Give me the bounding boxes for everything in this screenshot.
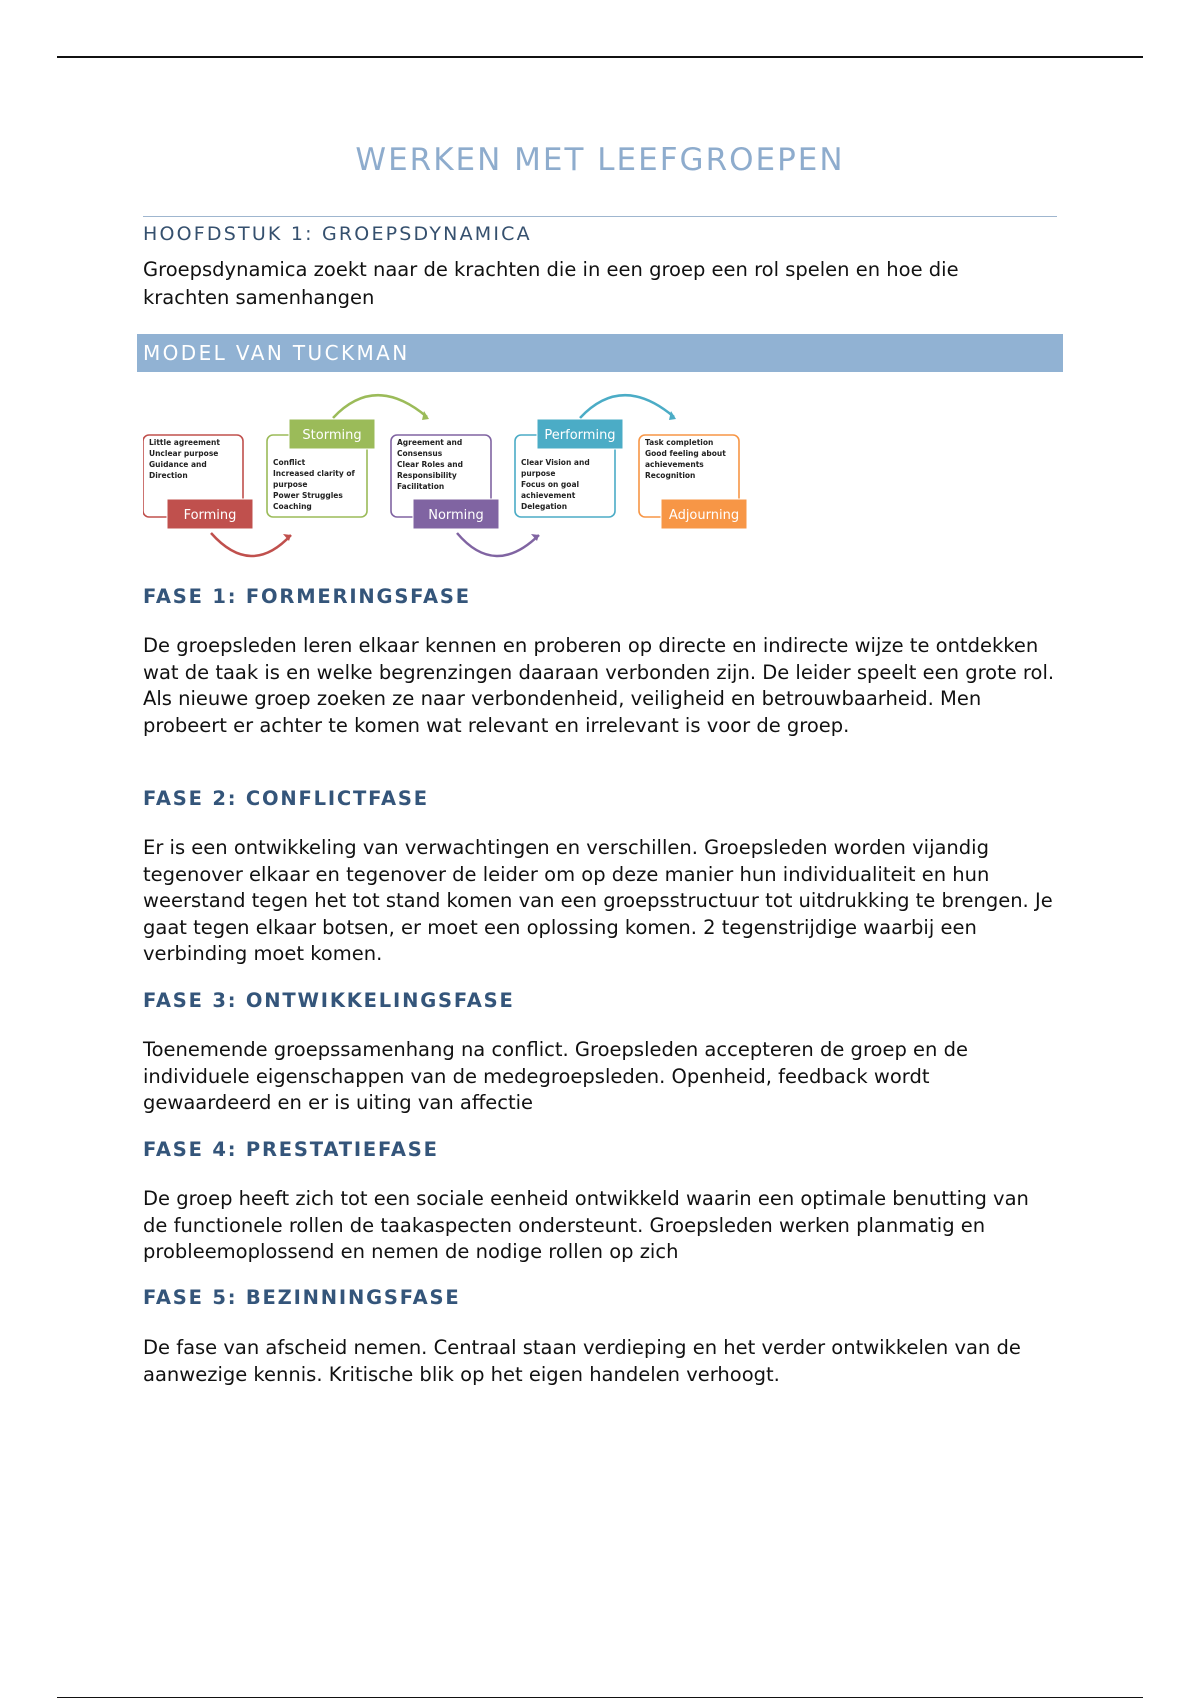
stage-bullet: Good feeling about [645,449,726,458]
stage-bullet: Consensus [397,449,443,458]
stage-bullet: Responsibility [397,471,457,480]
stage-storming [267,419,375,517]
stage-label: Adjourning [668,508,740,523]
phase-3-text: Toenemende groepssamenhang na conflict. Groepsleden accepteren de groep en de individuele eigenschappen van de medegroepsleden. Openheid, feedback wordt gewaardeerd en er is uiting van affectie [143,1038,968,1115]
stage-bullet: achievement [521,491,576,500]
chapter-heading: HOOFDSTUK 1: GROEPSDYNAMICA [143,223,532,245]
phase-1-text: De groepsleden leren elkaar kennen en proberen op directe en indirecte wijze te ontdekken wat de taak is en welke begrenzingen daaraan verbonden zijn. De leider speelt een grote rol. Als nieuwe groep zoeken ze naar verbondenheid, veiligheid en betrouwbaarheid. Men probeert er achter te komen wat relevant en irrelevant is voor de groep. [143,634,1055,737]
arc-storming-norming [333,395,427,418]
stage-bullet: Clear Roles and [397,460,463,469]
stage-bullet: Focus on goal [521,480,580,489]
stage-bullet: Increased clarity of [273,469,355,478]
phase-4-heading: FASE 4: PRESTATIEFASE [143,1138,439,1161]
section-heading: MODEL VAN TUCKMAN [143,341,410,365]
stage-bullet: achievements [645,460,704,469]
phase-2-heading: FASE 2: CONFLICTFASE [143,787,429,810]
stage-bullet: purpose [521,469,556,478]
stage-bullet: Agreement and [397,438,463,447]
stage-label: Norming [428,508,484,523]
arc-forming-storming [211,533,291,556]
stage-adjourning [639,435,747,529]
stage-bullet: Facilitation [397,482,445,491]
stage-bullet: purpose [273,480,308,489]
stage-norming [391,435,499,529]
title-underline [143,216,1057,217]
phase-5-text: De fase van afscheid nemen. Centraal staan verdieping en het verder ontwikkelen van de aanwezige kennis. Kritische blik op het eigen handelen verhoogt. [143,1336,1021,1386]
stage-label: Forming [183,508,237,523]
stage-bullet: Conflict [273,458,306,467]
phase-1-heading: FASE 1: FORMERINGSFASE [143,585,471,608]
stage-bullet: Little agreement [149,438,220,447]
stage-forming [143,435,253,529]
document-title: WERKEN MET LEEFGROEPEN [355,142,845,178]
tuckman-model-diagram [143,383,763,563]
stage-bullet: Task completion [645,438,714,447]
stage-performing [515,419,623,517]
phase-3-heading: FASE 3: ONTWIKKELINGSFASE [143,989,515,1012]
stage-bullet: Delegation [521,502,568,511]
intro-paragraph: Groepsdynamica zoekt naar de krachten die in een groep een rol spelen en hoe die krachten samenhangen [143,258,959,309]
stage-label: Storming [302,428,362,443]
phase-2-text: Er is een ontwikkeling van verwachtingen en verschillen. Groepsleden worden vijandig tegenover elkaar en tegenover de leider om op deze manier hun individualiteit en hun weerstand tegen het tot stand komen van een groepsstructuur tot uitdrukking te brengen. Je gaat tegen elkaar botsen, er moet een oplossing komen. 2 tegenstrijdige waarbij een verbinding moet komen. [143,836,1053,966]
arc-norming-performing [457,533,539,556]
page-bottom-rule [57,1697,1143,1698]
page-top-rule [57,56,1143,58]
stage-bullet: Direction [149,471,188,480]
phase-5-heading: FASE 5: BEZINNINGSFASE [143,1286,461,1309]
stage-label: Performing [544,428,616,443]
section-heading-band [137,334,1063,372]
stage-bullet: Unclear purpose [149,449,219,458]
stage-bullet: Power Struggles [273,491,343,500]
stage-bullet: Recognition [645,471,696,480]
stage-bullet: Coaching [273,502,312,511]
arc-performing-adjourning [580,395,674,418]
stage-bullet: Clear Vision and [521,458,590,467]
phase-4-text: De groep heeft zich tot een sociale eenheid ontwikkeld waarin een optimale benutting van de functionele rollen de taakaspecten ondersteunt. Groepsleden werken planmatig en probleemoplossend en nemen de nodige rollen op zich [143,1187,1029,1264]
stage-bullet: Guidance and [149,460,207,469]
